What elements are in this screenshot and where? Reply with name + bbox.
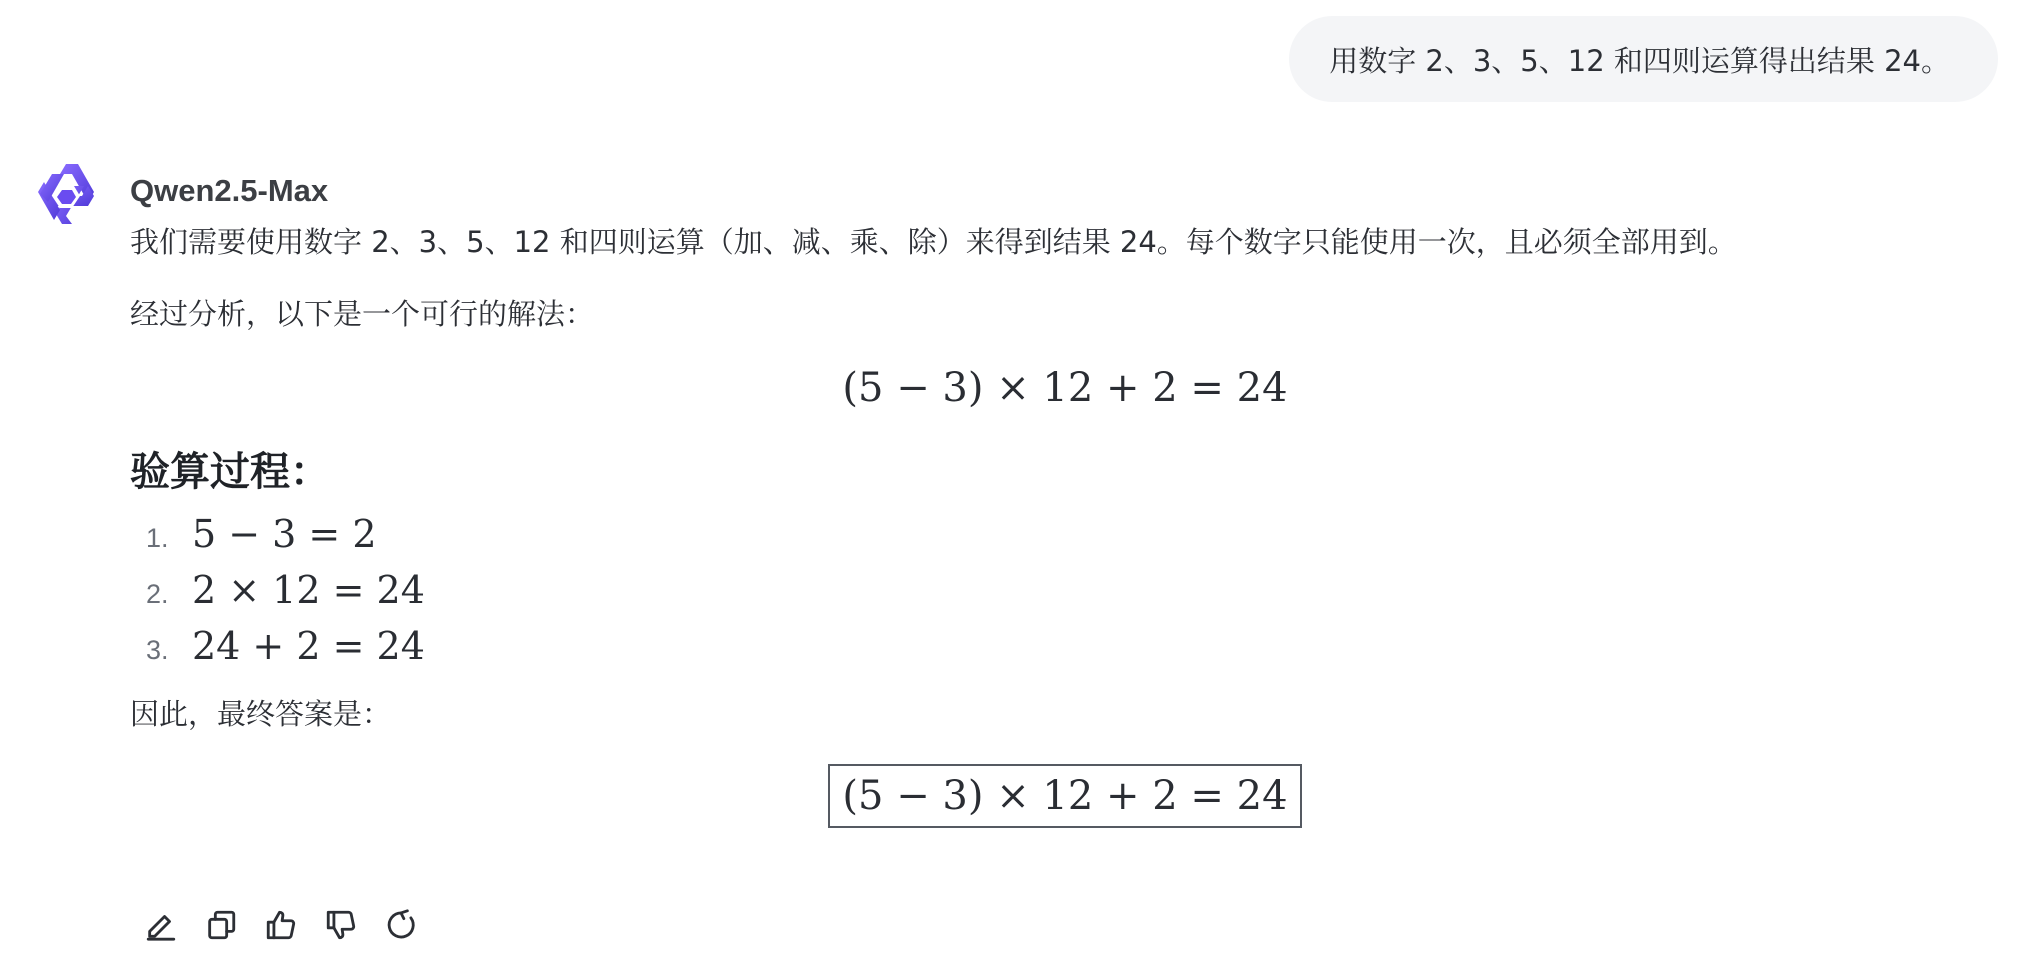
verification-heading: 验算过程： (130, 449, 330, 495)
step-number: 1. (146, 523, 169, 553)
solution-equation: (5 − 3) × 12 + 2 = 24 (842, 365, 1288, 411)
list-item (146, 512, 1990, 568)
qwen-logo-icon (32, 160, 100, 228)
final-answer-wrap (0, 764, 2022, 828)
message-actions (142, 908, 420, 946)
list-item (146, 568, 1990, 624)
thumbs-down-button[interactable] (322, 908, 360, 946)
copy-icon (204, 908, 238, 946)
copy-button[interactable] (202, 908, 240, 946)
regenerate-button[interactable] (382, 908, 420, 946)
step-equation: 5 − 3 = 2 (192, 512, 377, 556)
assistant-message (130, 168, 1990, 828)
model-name: Qwen2.5-Max (130, 173, 329, 208)
step-number: 2. (146, 579, 169, 609)
verification-steps (146, 512, 1990, 680)
step-equation: 24 + 2 = 24 (192, 624, 425, 668)
thumbs-up-button[interactable] (262, 908, 300, 946)
step-number: 3. (146, 635, 169, 665)
regenerate-icon (384, 908, 418, 946)
conclusion-paragraph: 因此，最终答案是： (130, 697, 392, 731)
thumbs-up-icon (264, 908, 298, 946)
thumbs-down-icon (324, 908, 358, 946)
list-item (146, 624, 1990, 680)
user-message-bubble (1289, 16, 1998, 102)
analysis-paragraph: 经过分析，以下是一个可行的解法： (130, 297, 595, 331)
step-equation: 2 × 12 = 24 (192, 568, 425, 612)
user-message-text: 用数字 2、3、5、12 和四则运算得出结果 24。 (1329, 43, 1950, 78)
final-answer-box: (5 − 3) × 12 + 2 = 24 (828, 764, 1301, 828)
edit-button[interactable] (142, 908, 180, 946)
edit-icon (144, 908, 178, 946)
intro-paragraph: 我们需要使用数字 2、3、5、12 和四则运算（加、减、乘、除）来得到结果 24。每个数字只能使用一次，且必须全部用到。 (130, 225, 1737, 259)
